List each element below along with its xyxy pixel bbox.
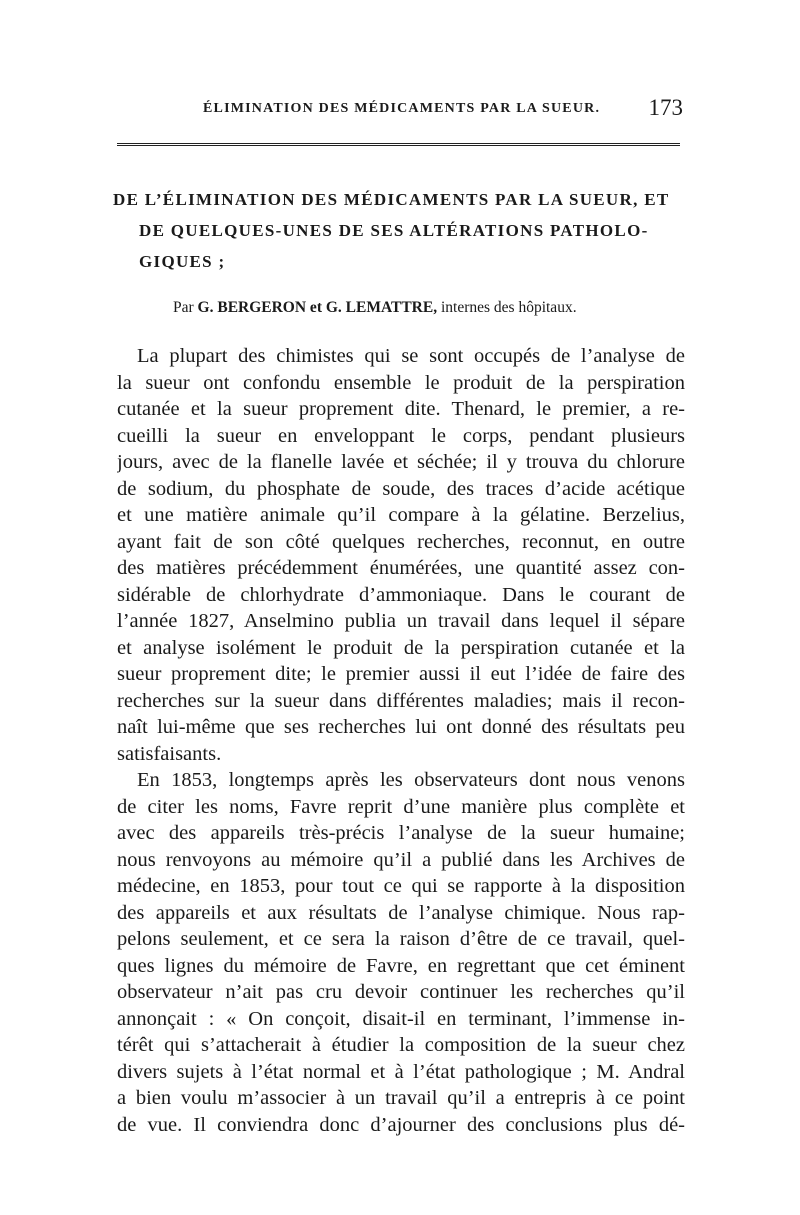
text-line: recherches sur la sueur dans différentes maladies; mais il recon- (117, 689, 685, 712)
text-line: cutanée et la sueur proprement dite. Thenard, le premier, a re- (117, 398, 685, 420)
text-line: l’année 1827, Anselmino publia un travail dans lequel il sépare (117, 610, 685, 632)
text-line: de citer les noms, Favre reprit d’une manière plus complète et (117, 795, 685, 818)
text-line: cueilli la sueur en enveloppant le corps, pendant plusieurs (117, 424, 685, 447)
text-line: naît lui-même que ses recherches lui ont donné des résultats peu (117, 716, 685, 738)
title-line: DE QUELQUES-UNES DE SES ALTÉRATIONS PATHOLO- (139, 221, 649, 240)
text-line: divers sujets à l’état normal et à l’état pathologique ; M. Andral (117, 1060, 685, 1083)
text-line: de vue. Il conviendra donc d’ajourner des conclusions plus dé- (117, 1113, 685, 1136)
text-line: des matières précédemment énumérées, une quantité assez con- (117, 557, 685, 579)
text-line: nous renvoyons au mémoire qu’il a publié dans les Archives de (117, 848, 685, 871)
text-line: et analyse isolément le produit de la perspiration cutanée et la (117, 636, 685, 659)
title-line: DE L’ÉLIMINATION DES MÉDICAMENTS PAR LA SUEUR, ET (113, 190, 670, 209)
text-line: médecine, en 1853, pour tout ce qui se rapporte à la disposition (117, 875, 685, 897)
text-line: sueur proprement dite; le premier aussi il eut l’idée de faire des (117, 663, 685, 685)
text-line: ayant fait de son côté quelques recherches, reconnut, en outre (117, 530, 685, 553)
text-line: avec des appareils très-précis l’analyse de la sueur humaine; (117, 822, 685, 844)
body-text (117, 343, 685, 1138)
text-line: de sodium, du phosphate de soude, des traces d’acide acétique (117, 477, 685, 500)
running-header (115, 95, 683, 125)
author-names: G. BERGERON et G. LEMATTRE, (197, 299, 438, 316)
text-line: jours, avec de la flanelle lavée et séchée; il y trouva du chlorure (117, 451, 685, 473)
text-line: térêt qui s’attacherait à étudier la composition de la sueur chez (117, 1034, 685, 1056)
article-title (113, 184, 686, 277)
text-line: annonçait : « On conçoit, disait-il en terminant, l’immense in- (117, 1007, 685, 1030)
author-byline (173, 299, 577, 317)
text-line: ques lignes du mémoire de Favre, en regrettant que cet éminent (117, 954, 685, 977)
text-line: satisfaisants. (117, 742, 222, 765)
text-line: La plupart des chimistes qui se sont occupés de l’analyse de (137, 345, 685, 367)
byline-prefix: Par (173, 299, 194, 316)
header-rule (117, 143, 680, 146)
text-line: observateur n’ait pas cru devoir continuer les recherches qu’il (117, 981, 685, 1003)
text-line: sidérable de chlorhydrate d’ammoniaque. Dans le courant de (117, 583, 685, 606)
text-line: des appareils et aux résultats de l’analyse chimique. Nous rap- (117, 901, 685, 924)
title-line: GIQUES ; (139, 252, 226, 271)
author-affiliation: internes des hôpitaux. (440, 299, 577, 316)
text-line: pelons seulement, et ce sera la raison d’être de ce travail, quel- (117, 928, 685, 950)
text-line: En 1853, longtemps après les observateurs dont nous venons (137, 769, 685, 791)
page-number: 173 (648, 95, 683, 120)
text-line: la sueur ont confondu ensemble le produit de la perspiration (117, 371, 685, 394)
text-line: et une matière animale qu’il compare à la gélatine. Berzelius, (117, 504, 685, 526)
text-line: a bien voulu m’associer à un travail qu’il a entrepris à ce point (117, 1087, 685, 1109)
running-title: ÉLIMINATION DES MÉDICAMENTS PAR LA SUEUR. (203, 101, 601, 116)
